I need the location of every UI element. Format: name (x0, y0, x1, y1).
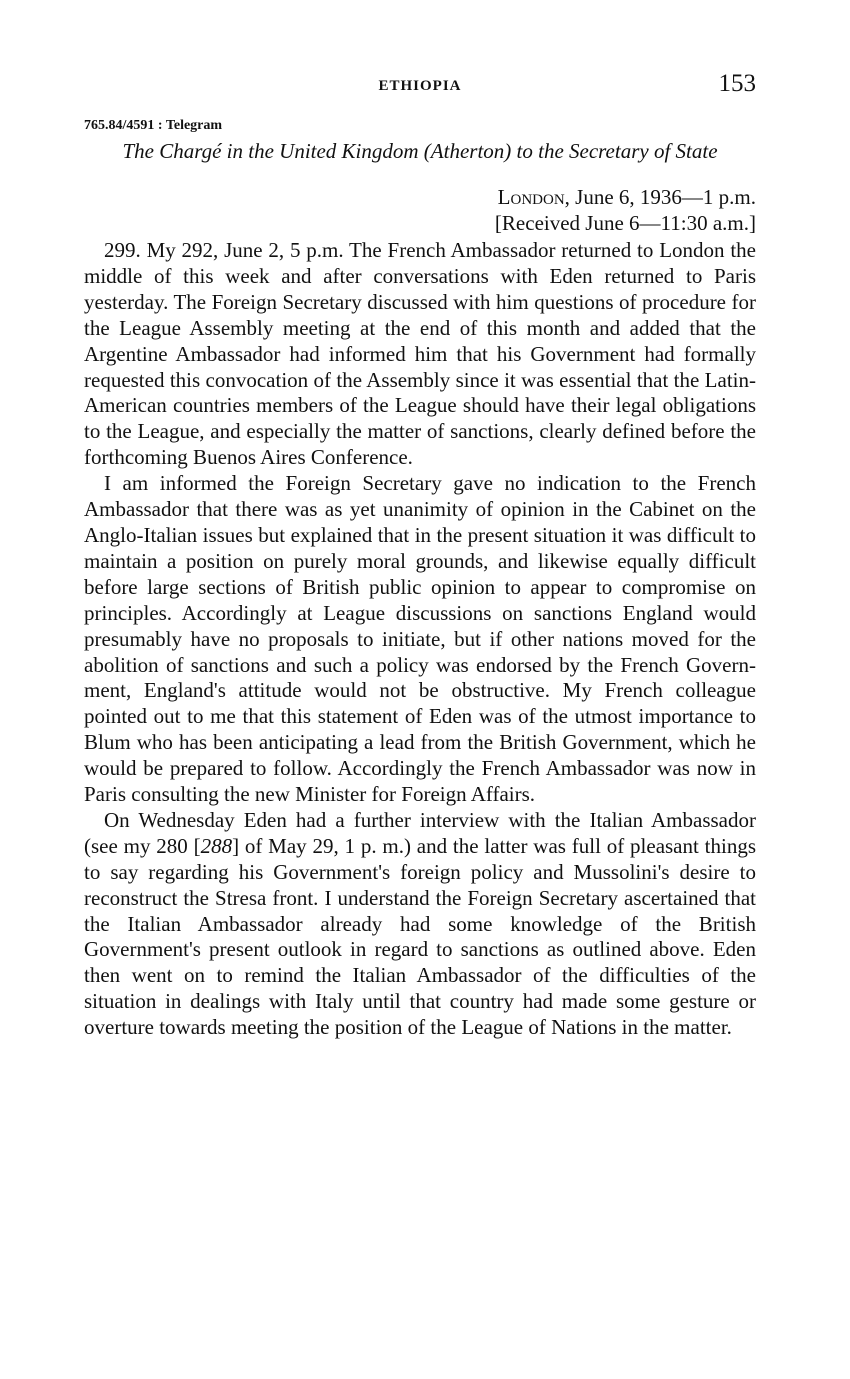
document-page (84, 70, 756, 1041)
editor-reference: 288 (200, 833, 233, 858)
place: London (497, 185, 565, 209)
file-number: 765.84/4591 (84, 118, 155, 133)
telegram-body (84, 238, 756, 1041)
received-line: [Received June 6—11:30 a.m.] (494, 211, 756, 235)
running-head (84, 70, 756, 104)
running-head-title: ETHIOPIA (378, 78, 462, 94)
paragraph-3-start: On Wednesday Eden had a further interview with the Italian Ambassador (see my 280 [ (84, 807, 756, 858)
paragraph-2: I am informed the Foreign Secretary gave no indication to the French Ambassador that there was as yet unanimity of opinion in the Cabinet on the Anglo-Italian issues but explained that in the present situation it was difficult to maintain a position on purely moral grounds, and likewise equally difficult before large sections of British public opinion to appear to compromise on principles. Accordingly at League discussions on sanctions England would presumably have no proposals to initiate, but if other nations moved for the abolition of sanctions and such a policy was endorsed by the French Government, England's attitude would not be obstructive. My French colleague pointed out to me that this statement of Eden was of the utmost importance to Blum who has been anticipating a lead from the British Government, which he would be prepared to follow. Accordingly the French Ambassador was now in Paris consulting the new Minister for Foreign Affairs. (84, 471, 756, 807)
dateline (84, 184, 756, 236)
page-number: 153 (718, 70, 756, 97)
document-title: The Chargé in the United Kingdom (Atherton) to the Secretary of State (122, 139, 718, 163)
document-type: Telegram (165, 118, 223, 133)
paragraph-1: 299. My 292, June 2, 5 p.m. The French Ambassador returned to London the middle of this week and after conversations with Eden returned to Paris yesterday. The Foreign Secretary discussed with him questions of procedure for the League Assembly meeting at the end of this month and added that the Argentine Ambassador had informed him that his Government had formally requested this convocation of the Assembly since it was essential that the Latin-American countries members of the League should have their legal obligations to the League, and especially the matter of sanctions, clearly defined before the forthcoming Buenos Aires Conference. (84, 238, 756, 470)
paragraph-3 (84, 808, 756, 1041)
date-line: London, June 6, 1936—1 p.m. (497, 185, 756, 209)
document-reference: 765.84/4591 : Telegram (84, 118, 223, 133)
date: June 6, 1936—1 p.m. (575, 185, 756, 209)
paragraph-3-end: ] of May 29, 1 p. m.) and the latter was full of pleasant things to say regarding his Government's foreign policy and Mussolini's desire to reconstruct the Stresa front. I understand the Foreign Secretary ascertained that the Italian Ambassador already had some knowledge of the British Government's present outlook in regard to sanctions as outlined above. Eden then went on to remind the Italian Ambassador of the difficulties of the situation in dealings with Italy until that country had made some gesture or overture towards meeting the position of the League of Nations in the matter. (84, 833, 756, 1040)
